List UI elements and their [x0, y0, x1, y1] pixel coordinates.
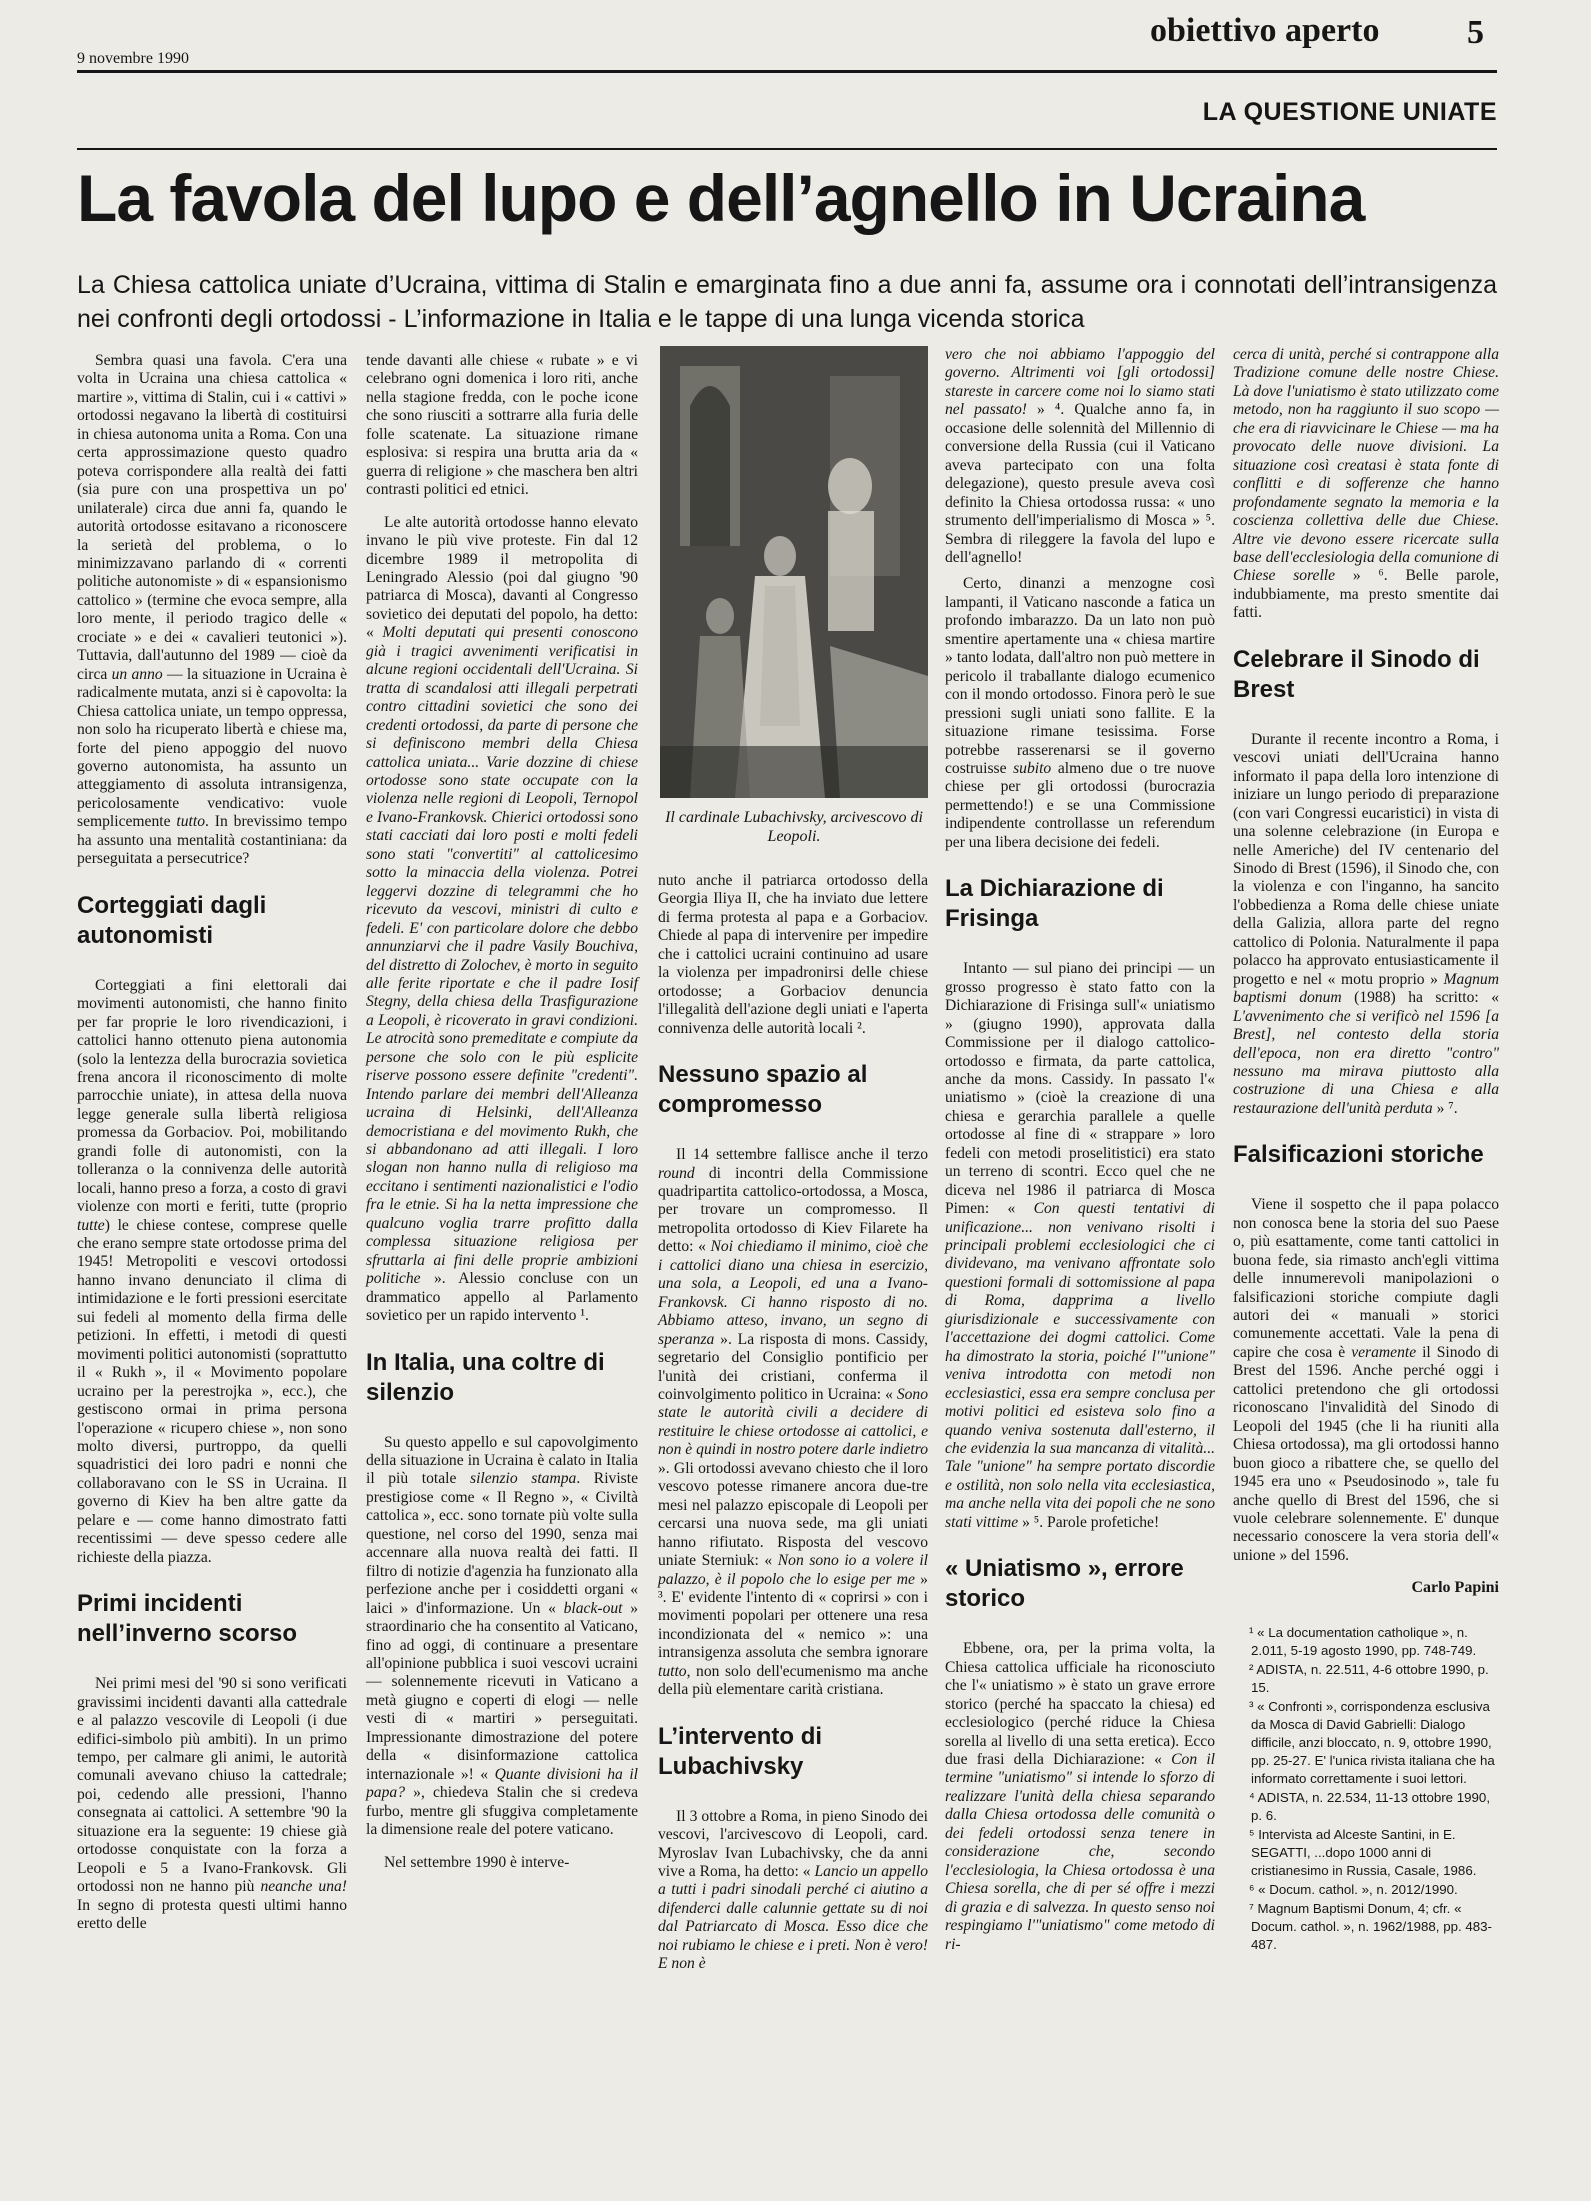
heading-nessuno-spazio: Nessuno spazio al compromesso — [658, 1061, 868, 1119]
issue-date: 9 novembre 1990 — [77, 50, 189, 67]
article-column-2: tende davanti alle chiese « rubate » e vi celebrano ogni domenica i loro riti, anche nella stagione fredda, con le poche icone che sono riusciti a sottrarre alla furia delle folle scatenate. La situazione rimane esplosiva: si respira una brutta aria da « guerra di religione » che maschera ben altri contrasti politici ed etnici. Le alte autorità ortodosse hanno elevato invano le più vive proteste. Fin dal 12 dicembre 1989 il metropolita di Leningrado Alessio (poi dal giugno '90 patriarca di Mosca), davanti al Congresso sovietico dei deputati del popolo, ha detto: « Molti deputati qui presenti conoscono già i tragici avvenimenti verificatisi in alcune regioni occidentali dell'Ucraina. Si tratta di scandalosi atti illegali perpetrati contro cittadini sovietici che sono dei credenti ortodossi, da parte di persone che si definiscono membri della Chiesa cattolica uniata... Varie dozzine di chiese ortodosse sono state occupate con la violenza nelle regioni di Leopoli, Ternopol e Ivano-Frankovsk. Chierici ortodossi sono stati cacciati dai loro posti e molti fedeli sono stati "convertiti" al cattolicesimo sotto la minaccia della violenza. Potrei leggervi dozzine di telegrammi che ho ricevuto da vescovi, ministri di culto e fedeli. E' con particolare dolore che debbo annunziarvi che il padre Vasily Bouchiva, del distretto di Zolochev, è morto in seguito alle ferite riportate e che il padre Iosif Stegny, della chiesa della Trasfigurazione a Leopoli, è ricoverato in gravi condizioni. Le atrocità sono premeditate e compiute da persone che solo con le più esplicite riserve possono essere definite "credenti". Intendo parlare dei membri dell'Alleanza ucraina di Helsinki, dell'Alleanza democristiana e del movimento Rukh, che si abbandonano ad atti illegali. I loro slogan non hanno nulla di religioso ma eccitano i sentimenti nazionalistici e l'odio fra le etnie. Si ha la netta impressione che qualcuno voglia trarre profitto dalla complessa situazione religiosa per sfruttarla ai fini delle proprie ambizioni politiche ». Alessio concluse con un drammatico appello al Parlamento sovietico per un rapido intervento ¹. In Italia, una coltre di silenzio Su questo appello e sul capovolgimento della situazione in Ucraina è calato in Italia il più totale silenzio stampa. Riviste prestigiose come « Il Regno », « Civiltà cattolica », ecc. sono tornate più volte sulla questione, nel corso del 1990, senza mai accennare alla nuova realtà dei fatti. Il filtro di notizie d'agenzia ha funzionato alla perfezione anche per i cosiddetti organi « laici » d'informazione. Un « black-out » straordinario che ha consentito al Vaticano, fino ad oggi, di continuare a presentare all'opinione pubblica i suoi vescovi ucraini — solennemente ricevuti in Vaticano a metà giugno e coperti di elogi — nelle vesti di « martiri » perseguitati. Impressionante dimostrazione del potere della « disinformazione cattolica internazionale »! « Quante divisioni ha il papa? », chiedeva Stalin che si credeva furbo, mentre gli sfuggiva completamente la dimensione reale del potere vaticano. Nel settembre 1990 è interve- — [366, 352, 638, 1871]
top-rule — [77, 70, 1497, 73]
article-subheadline: La Chiesa cattolica uniate d’Ucraina, vittima di Stalin e emarginata fino a due anni fa, assume ora i connotati dell’intransigenza nei confronti degli ortodossi - L’informazione in Italia e le tappe di una lunga vicenda storica — [77, 271, 1497, 333]
article-column-5: cerca di unità, perché si contrappone alla Tradizione comune delle nostre Chiese. Là dove l'uniatismo è stato utilizzato come metodo, non ha raggiunto il suo scopo — che era di riavvicinare le Chiese — ma ha provocato delle nuove divisioni. La situazione così creatasi è stata fonte di conflitti e di sofferenze che hanno profondamente segnato la memoria e la coscienza collettiva delle due Chiese. Altre vie devono essere ricercate sulla base dell'ecclesiologia della comunione di Chiese sorelle » ⁶. Belle parole, indubbiamente, ma presto smentite dai fatti. Celebrare il Sinodo di Brest Durante il recente incontro a Roma, i vescovi uniati dell'Ucraina hanno informato il papa della loro intenzione di iniziare un lungo periodo di preparazione (con vari Congressi eucaristici) in vista di una solenne celebrazione (in Europa e nelle Americhe) del IV centenario del Sinodo di Brest (1596), il Sinodo che, con la violenza e con l'inganno, ha sancito l'obbedienza a Roma delle chiese uniate della Galizia, allora parte del regno cattolico di Polonia. Naturalmente il papa polacco ha approvato entusiasticamente il progetto e nel « motu proprio » Magnum baptismi donum (1988) ha scritto: « L'avvenimento che si verificò nel 1596 [a Brest], nel contesto della storia dell'epoca, non era diretto "contro" nessuno ma mirava piuttosto alla costruzione di una Chiesa e alla restaurazione dell'unità perduta » ⁷. Falsificazioni storiche Viene il sospetto che il papa polacco non conosca bene la storia del suo Paese o, più esattamente, come tanti cattolici in buona fede, sia rimasto anch'egli vittima delle innumerevoli manipolazioni o falsificazioni storiche compiute dagli autori dei « manuali » storici comunemente accettati. Vale la pena di capire che cosa è veramente il Sinodo di Brest del 1596. Anche perché oggi i cattolici pretendono che gli ortodossi riconoscano l'invalidità del Sinodo di Leopoli del 1945 (che li ha riuniti alla Chiesa ortodossa), ma gli ortodossi hanno buon gioco a ribattere che, se quello del 1945 era uno « Pseudosinodo », tale fu anche quello di Brest del 1596, che si vuole celebrare solennemente. E' dunque necessario conoscere la vera storia dell'« unione » del 1596. Carlo Papini ¹ « La documentation catholique », n. 2.011, 5-19 agosto 1990, pp. 748-749. ² ADISTA, n. 22.511, 4-6 ottobre 1990, p. 15. ³ « Confronti », corrispondenza esclusiva da Mosca di David Gabrielli: Dialogo difficile, anzi bloccato, n. 9, ottobre 1990, pp. 25-27. E' l'unica rivista italiana che ha informato correttamente i suoi lettori. ⁴ ADISTA, n. 22.534, 11-13 ottobre 1990, p. 6. ⁵ Intervista ad Alceste Santini, in E. SEGATTI, ...dopo 1000 anni di cristianesimo in Russia, Casale, 1986. ⁶ « Docum. cathol. », n. 2012/1990. ⁷ Magnum Baptismi Donum, 4; cfr. « Docum. cathol. », n. 1962/1988, pp. 483-487. — [1233, 346, 1499, 1952]
heading-corteggiati: Corteggiati dagli autonomisti — [77, 891, 267, 949]
heading-in-italia: In Italia, una coltre di silenzio — [366, 1348, 605, 1406]
heading-falsificazioni: Falsificazioni storiche — [1233, 1141, 1484, 1169]
footnote: ⁴ ADISTA, n. 22.534, 11-13 ottobre 1990, p. 6. — [1249, 1789, 1491, 1823]
footnote: ² ADISTA, n. 22.511, 4-6 ottobre 1990, p. 15. — [1249, 1661, 1489, 1695]
footnotes — [1233, 1624, 1499, 1954]
article-column-4: vero che noi abbiamo l'appoggio del governo. Altrimenti voi [gli ortodossi] stareste in carcere come noi lo siamo stati nel passato! » ⁴. Qualche anno fa, in occasione delle solennità del Millennio di conversione della Russia (cui il Vaticano aveva partecipato con una folta delegazione), questo presule aveva così definito la Chiesa ortodossa russa: « uno strumento dell'imperialismo di Mosca » ⁵. Sembra di rileggere la favola del lupo e dell'agnello! Certo, dinanzi a menzogne così lampanti, il Vaticano nasconde a fatica un profondo imbarazzo. Da un lato non può smentire apertamente una « chiesa martire » tanto lodata, dall'altro non può mettere in pericolo il traballante dialogo ecumenico con il mondo ortodosso. Finora però le sue pressioni sugli uniati sono fallite. E la situazione rimane tesissima. Forse potrebbe rasserenarsi se il governo costruisse subito almeno due o tre nuove chiese per gli ortodossi (burocrazia permettendo!) e se una Commissione indipendente controllasse un referendum per una libera decisione dei fedeli. La Dichiarazione di Frisinga Intanto — sul piano dei principi — un grosso progresso è stato fatto con la Dichiarazione di Frisinga sull'« uniatismo » (giugno 1990), approvata dalla Commissione per il dialogo cattolico-ortodosso e firmata, da parte cattolica, anche da mons. Cassidy. In passato l'« uniatismo » (cioè la creazione di una chiesa e gerarchia parallele a quelle ortodosse al fine di « strappare » loro fedeli con metodi proselitistici) era stato un terreno di scontri. Ecco quel che ne diceva nel 1986 il patriarca di Mosca Pimen: « Con questi tentativi di unificazione... non venivano risolti i principali problemi ecclesiologici che ci dividevano, ma venivano affrontate solo questioni formali di sottomissione al papa di Roma, dapprima a livello giurisdizionale e successivamente con l'accettazione dei dogmi cattolici. Come ha dimostrato la storia, poiché l'"unione" veniva introdotta con metodi non ecclesiastici, essa era sempre conclusa per motivi politici ed esisteva solo fino a quando veniva sostenuta dall'esterno, il che evidenzia la sua mancanza di vitalità... Tale "unione" ha sempre portato discordie e ostilità, non solo nella vita ecclesiastica, ma anche nella vita dei popoli che ne sono stati vittime » ⁵. Parole profetiche! « Uniatismo », errore storico Ebbene, ora, per la prima volta, la Chiesa cattolica ufficiale ha riconosciuto che l'« uniatismo » è stato un grave errore storico (perché ha spaccato la chiesa) ed ecclesiologico (perché riduce la Chiesa sorella al livello di una setta eretica). Ecco due frasi della Dichiarazione: « Con il termine "uniatismo" si intende lo sforzo di realizzare l'unità della chiesa separando dalla Chiesa ortodossa delle comunità o dei fedeli ortodossi senza tenere in considerazione che, secondo l'ecclesiologia, la Chiesa ortodossa è una Chiesa sorella, che di per sé offre i mezzi di grazia e di salvezza. In questo senso noi respingiamo l'"uniatismo" come metodo di ri- — [945, 346, 1216, 1953]
heading-frisinga: La Dichiarazione di Frisinga — [945, 875, 1164, 933]
footnote: ¹ « La documentation catholique », n. 2.011, 5-19 agosto 1990, pp. 748-749. — [1249, 1624, 1477, 1658]
photo-caption: Il cardinale Lubachivsky, arcivescovo di Leopoli. — [665, 809, 923, 845]
article-column-1: Sembra quasi una favola. C'era una volta in Ucraina una chiesa cattolica « martire », vittima di Stalin, cui i « cattivi » ortodossi negavano la libertà di costituirsi in chiesa autonoma unita a Roma. Con una certa approssimazione questo quadro poteva corrispondere alla realtà dei fatti (sia pure con una prospettiva un po' unilaterale) circa due anni fa, quando le autorità ortodosse esitavano a riconoscere la serietà del problema, o lo minimizzavano parlando di « correnti politiche autonomiste » di « espansionismo cattolico » (termine che evoca sempre, alla loro mente, il periodo tragico delle « crociate » e dei « cavalieri teutonici »). Tuttavia, dall'autunno del 1989 — cioè da circa un anno — la situazione in Ucraina è radicalmente mutata, anzi si è capovolta: la Chiesa cattolica uniate, un tempo oppressa, non solo ha ricuperato libertà e chiese ma, forte del pieno appoggio del nuovo governo autonomista, ha assunto un atteggiamento di assoluta intransigenza, pericolosamente vendicativo: vuole semplicemente tutto. In brevissimo tempo ha assunto una mentalità costantiniana: da perseguitata a persecutrice? Corteggiati dagli autonomisti Corteggiati a fini elettorali dai movimenti autonomisti, che hanno finito per far proprie le loro rivendicazioni, i cattolici hanno ottenuto piena autonomia (solo la lentezza della burocrazia sovietica frena ancora il riconoscimento di molte parrocchie uniate), in attesa della nuova legge generale sulla libertà religiosa promessa da Gorbaciov. Poi, mobilitando grandi folle di autonomisti, con la tolleranza o la connivenza delle autorità locali, hanno preso a forza, a costo di gravi violenze con morti e feriti, tutte (proprio tutte) le chiese contese, comprese quelle che erano sempre state ortodosse prima del 1945! Metropoliti e vescovi ortodossi hanno invano denunciato il clima di intimidazione e le forti pressioni esercitate sui fedeli al momento della firma delle petizioni. In effetti, i metodi di questi movimenti politici autonomisti (soprattutto il « Rukh », il « Movimento popolare ucraino per la perestrojka », ecc.), che gestiscono ormai in prima persona l'operazione « ricupero chiese », non sono molto diversi, purtroppo, da quelli squadristici dei loro padri e nonni che collaboravano con le SS in Ucraina. Il governo di Kiev ha ben altre gatte da pelare e — come hanno dimostrato fatti recentissimi — deve spesso cedere alle richieste della piazza. Primi incidenti nell’inverno scorso Nei primi mesi del '90 si sono verificati gravissimi incidenti davanti alla cattedrale e al palazzo vescovile di Leopoli (i due edifici-simbolo più ambiti). In un primo tempo, per calmare gli animi, le autorità comunali avevano chiuso la cattedrale; poi, cedendo alle pressioni, l'hanno consegnata ai cattolici. A settembre '90 la situazione era la seguente: 19 chiese già ortodosse conquistate con la forza a Leopoli e 5 a Ivano-Frankovsk. Gli ortodossi non ne hanno più neanche una! In segno di protesta questi ultimi hanno eretto delle — [77, 352, 348, 1933]
author-signature: Carlo Papini — [1411, 1579, 1499, 1597]
publication-name: obiettivo aperto — [1150, 12, 1380, 49]
article-column-3: nuto anche il patriarca ortodosso della Georgia Iliya II, che ha inviato due lettere di ferma protesta al papa e a Gorbaciov. Chiede al papa di intervenire per impedire che i cattolici ucraini continuino ad usare la violenza per impadronirsi delle chiese ortodosse; a Gorbaciov denuncia l'illegalità dell'azione degli uniati e l'aperta connivenza delle autorità locali ². Nessuno spazio al compromesso Il 14 settembre fallisce anche il terzo round di incontri della Commissione quadripartita cattolico-ortodossa, a Mosca, per trovare un compromesso. Il metropolita ortodosso di Kiev Filarete ha detto: « Noi chiediamo il minimo, cioè che i cattolici diano una chiesa in esercizio, una sola, a Leopoli, ed una a Ivano-Frankovsk. Ci hanno risposto di no. Abbiamo atteso, invano, un segno di speranza ». La risposta di mons. Cassidy, segretario del Consiglio pontificio per l'unità dei cristiani, conferma il coinvolgimento politico in Ucraina: « Sono state le autorità civili a decidere di restituire le chiese ortodosse ai cattolici, e non è quindi in nostro potere darle indietro ». Gli ortodossi avevano chiesto che il loro vescovo potesse rimanere ancora due-tre mesi nel palazzo episcopale di Leopoli per cercarsi una nuova sede, ma gli uniati hanno rifiutato. Risposta del vescovo uniate Sterniuk: « Non sono io a volere il palazzo, è il popolo che lo esige per me » ³. E' evidente l'intento di « coprirsi » con i movimenti popolari per ottenere una resa incondizionata del « nemico »: una intransigenza assoluta che sembra ignorare tutto, non solo dell'ecumenismo ma anche della più elementare carità cristiana. L’intervento di Lubachivsky Il 3 ottobre a Roma, in pieno Sinodo dei vescovi, l'arcivescovo di Leopoli, card. Myroslav Ivan Lubachivsky, che da anni vive a Roma, ha detto: « Lancio un appello a tutti i padri sinodali perché ci aiutino a difenderci dalle calunnie gettate su di noi dal Patriarcato di Mosca. Esso dice che noi rubiamo le chiese e i preti. Non è vero! E non è — [658, 872, 929, 1973]
heading-primi-incidenti: Primi incidenti nell’inverno scorso — [77, 1590, 298, 1648]
article-headline: La favola del lupo e dell’agnello in Ucraina — [77, 161, 1365, 235]
section-rule — [77, 148, 1497, 150]
cardinal-photo — [660, 346, 928, 798]
heading-sinodo-brest: Celebrare il Sinodo di Brest — [1233, 645, 1480, 703]
footnote: ⁶ « Docum. cathol. », n. 2012/1990. — [1249, 1881, 1458, 1897]
heading-uniatismo: « Uniatismo », errore storico — [945, 1555, 1184, 1613]
heading-intervento: L’intervento di Lubachivsky — [658, 1722, 823, 1780]
section-title: LA QUESTIONE UNIATE — [1202, 98, 1497, 126]
footnote: ⁷ Magnum Baptismi Donum, 4; cfr. « Docum. cathol. », n. 1962/1988, pp. 483-487. — [1249, 1900, 1492, 1952]
page-number: 5 — [1467, 14, 1484, 51]
photo-image — [660, 346, 928, 798]
footnote: ⁵ Intervista ad Alceste Santini, in E. SEGATTI, ...dopo 1000 anni di cristianesimo in Russia, Casale, 1986. — [1249, 1826, 1477, 1878]
footnote: ³ « Confronti », corrispondenza esclusiva da Mosca di David Gabrielli: Dialogo difficile, anzi bloccato, n. 9, ottobre 1990, pp. 25-27. E' l'unica rivista italiana che ha informato correttamente i suoi lettori. — [1249, 1698, 1495, 1786]
